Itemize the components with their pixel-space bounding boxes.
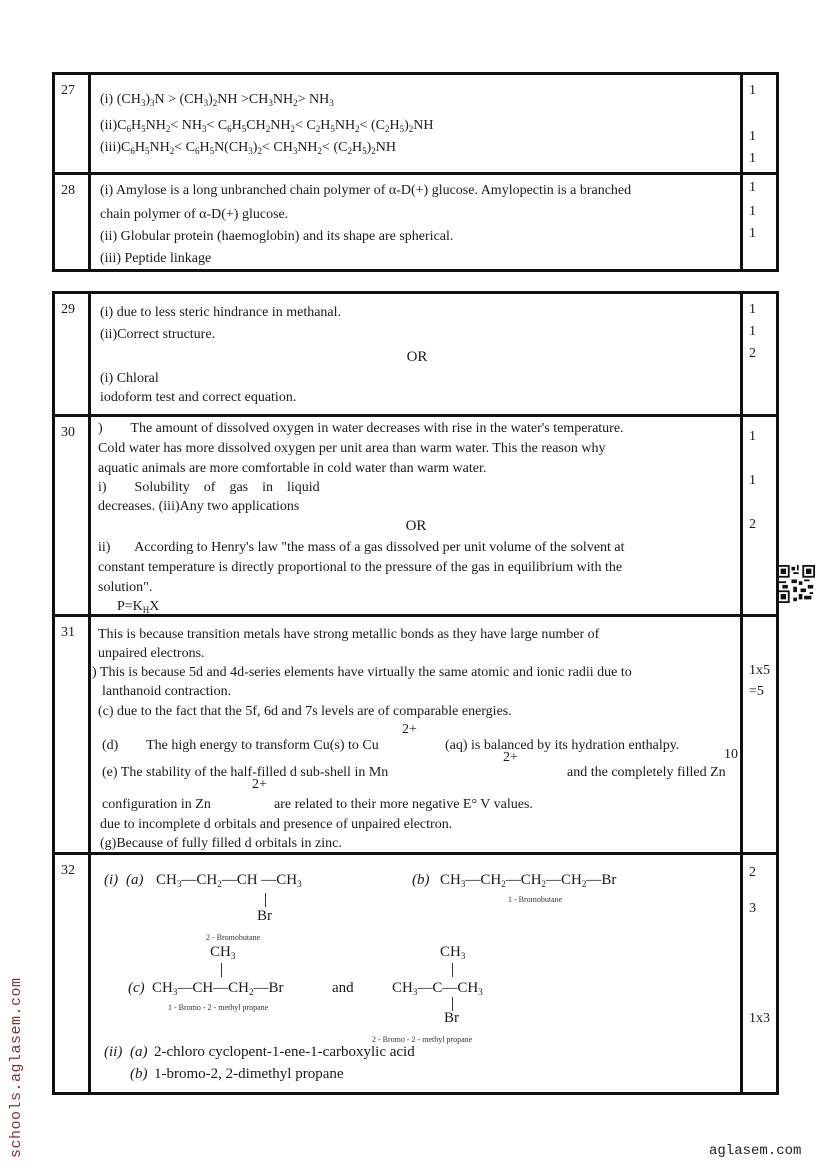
compound-name: 2 - Bromobutane [206, 933, 261, 942]
answer-line-27-ii: $(ii)C_6H_5NH_2< NH_3< C_6H_5CH_2NH_2< C_2H_5NH_2< (C_2H_5)_2NH$ [100, 118, 434, 134]
compound-name: 2 - Bromo - 2 - methyl propane [372, 1035, 473, 1044]
answer-line: iodoform test and correct equation. [100, 390, 297, 405]
answer-line: constant temperature is directly proportional to the pressure of the gas in equilibrium with the [98, 560, 623, 575]
marks-cell [740, 175, 776, 272]
answer-line: chain polymer of α-D(+) glucose. [100, 207, 289, 222]
mark: 2 [749, 517, 756, 532]
answer-line: are related to their more negative E° V values. [274, 797, 533, 812]
table-row-q32 [55, 852, 776, 1095]
answer-line: decreases. (iii)Any two applications [98, 499, 300, 514]
mark: 1 [749, 226, 756, 241]
watermark-schools-aglasem: schools.aglasem.com [8, 977, 25, 1158]
bond-line [221, 963, 222, 977]
mark: 1 [749, 83, 756, 98]
answer-line: (ii) Globular protein (haemoglobin) and its shape are spherical. [100, 229, 454, 244]
superscript: 2+ [503, 750, 518, 765]
answer-line: aquatic animals are more comfortable in cold water than warm water. [98, 461, 487, 476]
answer-line: configuration in Zn [102, 797, 211, 812]
structure-1-bromo-2-methylpropane: $CH_3—CH—CH_2—Br$ [152, 980, 284, 997]
mark: 1 [749, 302, 756, 317]
answer-line: ) The amount of dissolved oxygen in water decreases with rise in the water's temperature. [98, 421, 624, 436]
mark: 1 [749, 473, 756, 488]
answer-line: (g)Because of fully filled d orbitals in zinc. [100, 836, 342, 851]
mark: 3 [749, 901, 756, 916]
structure-2-bromo-2-methylpropane: $CH_3—C—CH_3$ [392, 980, 483, 997]
answer-line: and the completely filled Zn [567, 765, 726, 780]
answer-cell [92, 417, 740, 617]
qr-code-icon [777, 565, 815, 603]
mark: 2 [749, 865, 756, 880]
iupac-name: 2-chloro cyclopent-1-ene-1-carboxylic acid [154, 1044, 415, 1060]
mark: 1 [749, 180, 756, 195]
marks-cell [740, 855, 776, 1095]
marks-cell [740, 617, 776, 855]
answer-line: (e) The stability of the half-filled d sub-shell in Mn [102, 765, 389, 780]
answer-table-2 [52, 291, 779, 1095]
part-label: (i) [104, 872, 119, 888]
answer-cell [92, 617, 740, 855]
answer-line: ) This is because 5d and 4d-series elements have virtually the same atomic and ionic radii due to [92, 665, 632, 680]
superscript: 2+ [252, 777, 267, 792]
mark: 1 [749, 429, 756, 444]
part-label: (a) [130, 1044, 148, 1060]
substituent: Br [257, 908, 272, 924]
henry-law-equation: $P=K_HX$ [117, 599, 160, 615]
answer-line: (ii)Correct structure. [100, 327, 216, 342]
part-label: (b) [412, 872, 430, 888]
or-separator: OR [406, 349, 428, 365]
superscript: 2+ [402, 722, 417, 737]
answer-line: solution". [98, 580, 153, 595]
answer-line: (i) Amylose is a long unbranched chain polymer of α-D(+) glucose. Amylopectin is a branched [100, 183, 632, 198]
question-number: 30 [55, 417, 91, 617]
mark: =5 [749, 684, 764, 699]
answer-table-1 [52, 72, 779, 272]
answer-line: (iii) Peptide linkage [100, 251, 212, 266]
and-text: and [332, 980, 354, 996]
mark: 1 [749, 204, 756, 219]
table-row-q30 [55, 414, 776, 617]
substituent: Br [444, 1010, 459, 1026]
answer-cell [94, 175, 740, 272]
answer-line: unpaired electrons. [98, 646, 205, 661]
answer-line: (i) due to less steric hindrance in methanal. [100, 305, 342, 320]
mark: 1x3 [749, 1011, 770, 1026]
mark: 1 [749, 151, 756, 166]
answer-line: Cold water has more dissolved oxygen per unit area than warm water. This the reason why [98, 441, 606, 456]
question-number: 28 [55, 175, 91, 272]
watermark-aglasem: aglasem.com [709, 1143, 802, 1159]
part-label: (ii) [104, 1044, 123, 1060]
methyl-group: $CH_3$ [210, 944, 236, 961]
question-number: 31 [55, 617, 91, 855]
answer-cell [94, 75, 740, 172]
mark: 1 [749, 324, 756, 339]
marks-cell [740, 75, 776, 172]
structure-2-bromobutane: $CH_3—CH_2—CH$ $—CH_3$ [156, 872, 302, 889]
answer-line: (aq) is balanced by its hydration enthalpy. [445, 738, 680, 753]
table-row-q27 [55, 75, 776, 172]
table-row-q31 [55, 614, 776, 855]
table-row-q28 [55, 172, 776, 272]
answer-line: (d) The high energy to transform Cu(s) to Cu [102, 738, 379, 753]
question-number: 32 [55, 855, 91, 1095]
answer-line: (c) due to the fact that the 5f, 6d and 7s levels are of comparable energies. [98, 704, 512, 719]
answer-cell [94, 294, 740, 414]
compound-name: 1 - Bromobutane [508, 895, 563, 904]
iupac-name: 1-bromo-2, 2-dimethyl propane [154, 1066, 344, 1082]
marks-cell [740, 417, 776, 617]
answer-line: i) Solubility of gas in liquid [98, 480, 320, 495]
or-separator: OR [405, 518, 427, 534]
question-number: 29 [55, 294, 91, 414]
mark: 1x5 [749, 663, 770, 678]
answer-line: lanthanoid contraction. [102, 684, 232, 699]
bond-line [452, 963, 453, 977]
answer-line-27-iii: $(iii)C_6H_5NH_2< C_6H_5N(CH_3)_2< CH_3NH_2< (C_2H_5)_2NH$ [100, 140, 396, 156]
stray-number: 10 [724, 747, 738, 762]
mark: 1 [749, 129, 756, 144]
compound-name: 1 - Bromo - 2 - methyl propane [168, 1003, 269, 1012]
table-row-q29 [55, 294, 776, 414]
mark: 2 [749, 346, 756, 361]
answer-cell-structures [94, 855, 740, 1095]
question-number: 27 [55, 75, 91, 172]
answer-line: ii) According to Henry's law "the mass of a gas dissolved per unit volume of the solvent at [98, 540, 625, 555]
answer-line: due to incomplete d orbitals and presence of unpaired electron. [100, 817, 453, 832]
marks-cell [740, 294, 776, 414]
part-label: (b) [130, 1066, 148, 1082]
answer-line: (i) Chloral [100, 371, 159, 386]
part-label: (a) [126, 872, 144, 888]
answer-line: This is because transition metals have strong metallic bonds as they have large number of [98, 627, 600, 642]
answer-line-27-i: (i) $(CH_3)_3N > (CH_3)_2NH >CH_3NH_2> NH_3$ [100, 92, 334, 108]
structure-1-bromobutane: $CH_3—CH_2—CH_2—CH_2—Br$ [440, 872, 617, 889]
methyl-group: $CH_3$ [440, 944, 466, 961]
part-label: (c) [128, 980, 145, 996]
